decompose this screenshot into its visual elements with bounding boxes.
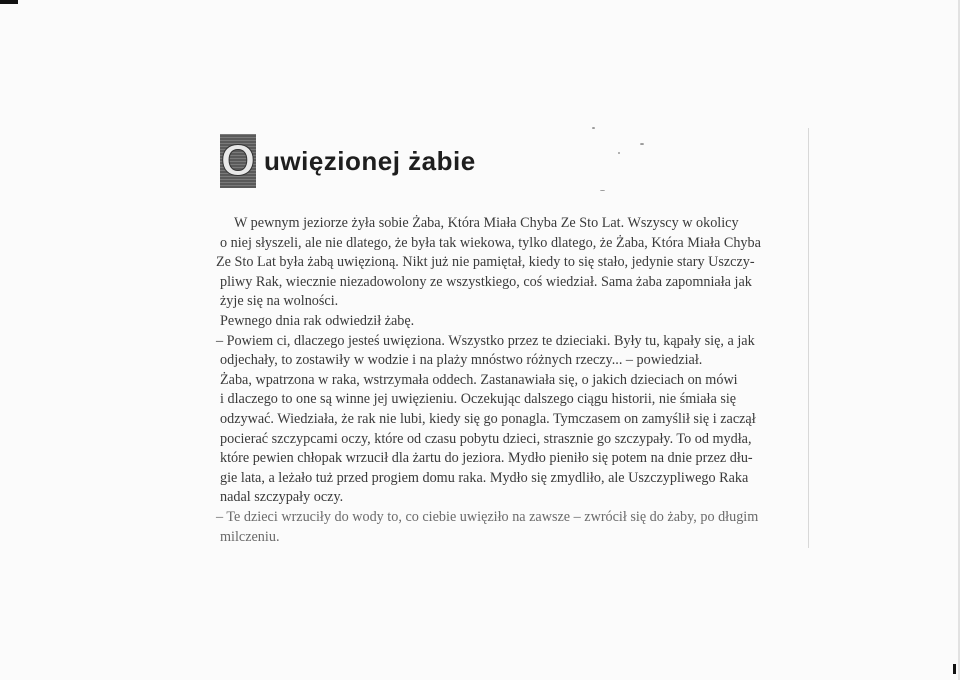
title-text: uwięzionej żabie — [264, 145, 476, 176]
text-line: o niej słyszeli, ale nie dlatego, że była tak wiekowa, tylko dlatego, że Żaba, Która Miała Chyba — [220, 234, 761, 251]
text-line: nadal szczypały oczy. — [220, 489, 344, 506]
text-line: W pewnym jeziorze żyła sobie Żaba, Która Miała Chyba Ze Sto Lat. Wszyscy w okolicy — [234, 215, 739, 231]
scan-edge-mark — [953, 664, 956, 674]
text-line: odjechały, to zostawiły w wodzie i na plaży mnóstwo różnych rzeczy... – powiedział. — [220, 352, 703, 369]
scan-speck — [592, 127, 595, 129]
text-line: żyje się na wolności. — [220, 293, 339, 310]
text-line: i dlaczego to one są winne jej uwięzieniu. Oczekując dalszego ciągu historii, nie śmiała się — [220, 391, 737, 408]
text-line: gie lata, a leżało tuż przed progiem domu raka. Mydło się zmydliło, ale Uszczypliwego Raka — [220, 469, 749, 486]
drop-cap — [220, 134, 256, 188]
story-body — [216, 214, 804, 547]
text-line: odzywać. Wiedziała, że rak nie lubi, kiedy się go ponagla. Tymczasem on zamyślił się i zaczął — [220, 410, 756, 427]
scan-edge-mark — [0, 0, 18, 4]
text-line: Pewnego dnia rak odwiedził żabę. — [220, 312, 415, 329]
text-line: milczeniu. — [220, 528, 280, 545]
text-line: Żaba, wpatrzona w raka, wstrzymała oddech. Zastanawiała się, o jakich dzieciach on mówi — [220, 371, 738, 388]
text-line: – Powiem ci, dlaczego jesteś uwięziona. Wszystko przez te dzieciaki. Były tu, kąpały się, a jak — [216, 332, 755, 349]
drop-cap-letter: O — [220, 136, 256, 185]
text-line: Ze Sto Lat była żabą uwięzioną. Nikt już nie pamiętał, kiedy to się stało, jedynie stary Uszczy- — [216, 254, 755, 271]
text-line: – Te dzieci wrzuciły do wody to, co ciebie uwięziło na zawsze – zwrócił się do żaby, po długim — [216, 508, 759, 525]
scan-speck — [640, 143, 644, 145]
story-title — [220, 132, 476, 190]
scan-speck — [618, 152, 620, 154]
text-line: pliwy Rak, wiecznie niezadowolony ze wszystkiego, coś wiedział. Sama żaba zapomniała jak — [220, 273, 752, 290]
scan-speck — [600, 190, 605, 191]
margin-rule — [808, 128, 809, 548]
text-line: pocierać szczypcami oczy, które od czasu pobytu dzieci, strasznie go szczypały. To od mydła, — [220, 430, 752, 447]
text-line: które pewien chłopak wrzucił dla żartu do jeziora. Mydło pieniło się potem na dnie przez dłu- — [220, 450, 753, 467]
